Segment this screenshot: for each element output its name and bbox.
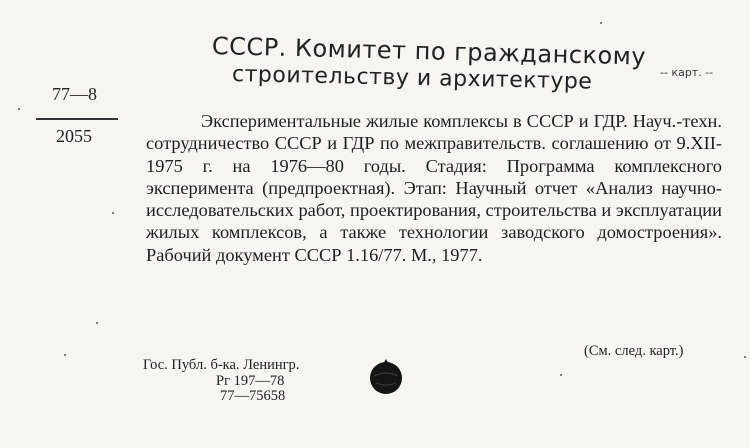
library-name: Гос. Публ. б-ка. Ленингр.	[143, 357, 300, 373]
paper-speck	[64, 354, 66, 356]
index-number-bottom: 2055	[56, 126, 92, 146]
index-divider	[36, 118, 118, 120]
paper-speck	[112, 212, 114, 214]
paper-speck	[96, 322, 98, 324]
paper-speck	[600, 22, 602, 24]
handwritten-heading-line-1: СССР. Комитет по гражданскому	[211, 32, 647, 71]
card-description-text: Экспериментальные жилые комплексы в СССР и ГДР. Науч.-техн. сотрудничество СССР и ГДР по межправительств. соглашению от 9.XII-1975 г. на 1976—80 годы. Стадия: Программа комплексного эксперимента (предпроектная). Этап: Научный отчет «Анализ научно-исследовательских работ, проектирования, строительства и эксплуатации жилых комплексов, а также технологии заводского домостроения». Рабочий документ СССР 1.16/77. М., 1977.	[146, 111, 722, 265]
handwritten-heading-line-2: строительству и архитектуре	[231, 62, 593, 95]
library-accession-number: 77—75658	[220, 388, 286, 404]
see-next-card-note: (См. след. карт.)	[584, 343, 684, 359]
index-number-top: 77—8	[52, 84, 97, 104]
paper-speck	[744, 356, 746, 358]
paper-speck	[560, 374, 562, 376]
library-shelf-code: Рг 197—78	[216, 373, 285, 389]
card-reference-note: -- карт. --	[660, 66, 714, 79]
card-description	[146, 110, 722, 266]
paper-speck	[18, 108, 20, 110]
library-stamp-icon	[366, 356, 406, 396]
